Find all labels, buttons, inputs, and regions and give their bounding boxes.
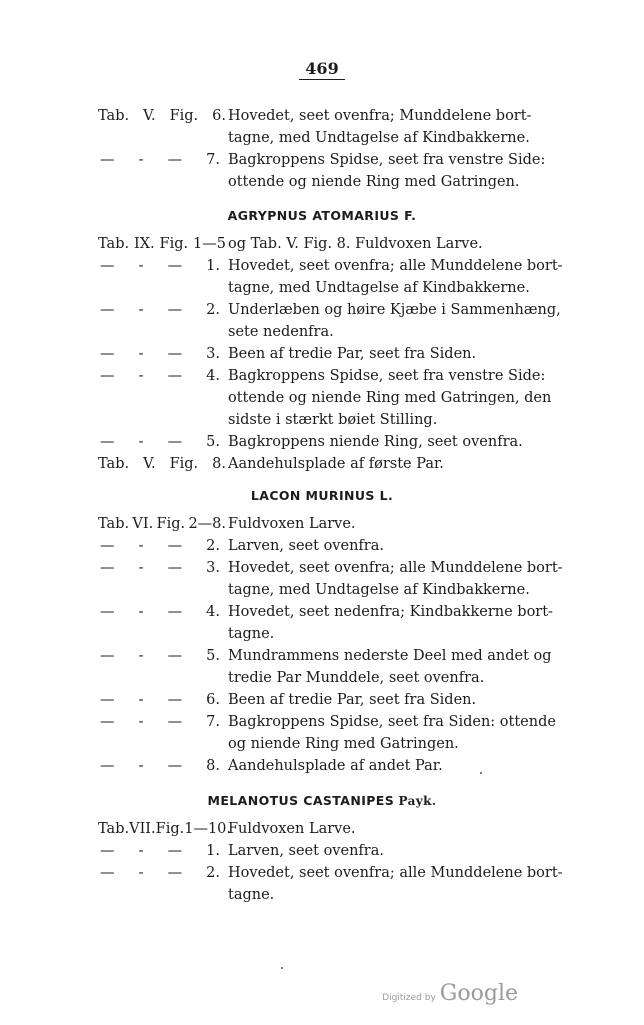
- entry-text: og Tab. V. Fig. 8. Fuldvoxen Larve.: [228, 236, 483, 252]
- figure-reference: [100, 431, 220, 453]
- reference-token: VII.: [129, 821, 156, 837]
- reference-token: —: [100, 302, 115, 318]
- figure-reference: [98, 818, 232, 840]
- entry-text: Bagkroppens Spidse, seet fra Siden: ottende: [228, 714, 556, 730]
- entry-text: Been af tredie Par, seet fra Siden.: [228, 692, 477, 708]
- watermark-prefix: Digitized by: [382, 993, 436, 1003]
- reference-token: —: [100, 346, 115, 362]
- figure-entry: [98, 233, 550, 255]
- reference-token: -: [138, 152, 144, 168]
- entry-text: Hovedet, seet ovenfra; alle Munddelene bort-: [228, 560, 563, 576]
- reference-token: —: [167, 368, 183, 384]
- figure-entry: [98, 755, 550, 777]
- reference-token: -: [138, 604, 144, 620]
- reference-token: —: [100, 604, 115, 620]
- entry-text: ottende og niende Ring med Gatringen.: [228, 174, 520, 190]
- entry-continuation: [98, 733, 550, 755]
- reference-token: 7.: [206, 152, 220, 168]
- figure-reference: [100, 299, 220, 321]
- section-heading-text: LACON MURINUS L.: [250, 488, 394, 503]
- entry-continuation: [98, 667, 550, 689]
- reference-token: —: [167, 843, 183, 859]
- entry-text: Hovedet, seet ovenfra; Munddelene bort-: [228, 108, 532, 124]
- reference-token: 3.: [206, 346, 220, 362]
- entry-text: Aandehulsplade af første Par.: [228, 456, 444, 472]
- figure-entry: [98, 689, 550, 711]
- entry-text: Bagkroppens Spidse, seet fra venstre Side:: [228, 152, 546, 168]
- reference-token: 7.: [206, 714, 220, 730]
- entry-continuation: [98, 277, 550, 299]
- reference-token: —: [100, 714, 115, 730]
- entry-continuation: [98, 127, 550, 149]
- entry-text: Underlæben og høire Kjæbe i Sammenhæng,: [228, 302, 561, 318]
- entry-continuation: [98, 623, 550, 645]
- reference-token: -: [138, 346, 144, 362]
- figure-reference: [100, 601, 220, 623]
- entry-continuation: [98, 409, 550, 431]
- reference-token: 1—5: [193, 236, 226, 252]
- reference-token: -: [138, 648, 144, 664]
- figure-reference: [98, 513, 226, 535]
- reference-token: 1—10.: [184, 821, 232, 837]
- reference-token: —: [167, 538, 183, 554]
- entry-text: Been af tredie Par, seet fra Siden.: [228, 346, 477, 362]
- entry-text: Fuldvoxen Larve.: [228, 821, 356, 837]
- reference-token: -: [138, 560, 144, 576]
- digitized-watermark: [382, 981, 518, 1006]
- section-heading-text: AGRYPNUS ATOMARIUS F.: [227, 208, 417, 223]
- figure-reference: [98, 233, 226, 255]
- entry-text: Hovedet, seet ovenfra; alle Munddelene bort-: [228, 258, 563, 274]
- reference-token: Tab.: [98, 108, 130, 124]
- reference-token: —: [167, 758, 183, 774]
- reference-token: 3.: [206, 560, 220, 576]
- reference-token: V.: [143, 108, 156, 124]
- entry-continuation: [98, 579, 550, 601]
- figure-entry: [98, 711, 556, 733]
- section-heading-text: MELANOTUS CASTANIPES: [207, 793, 395, 808]
- entry-text: tagne, med Undtagelse af Kindbakkerne.: [228, 130, 530, 146]
- section-heading-agrypnus: [0, 206, 644, 226]
- reference-token: 4.: [206, 368, 220, 384]
- figure-reference: [100, 862, 220, 884]
- reference-token: Fig.: [169, 108, 199, 124]
- section-heading-author: Payk.: [398, 794, 437, 808]
- figure-entry: [98, 535, 550, 557]
- reference-token: -: [138, 692, 144, 708]
- entry-text: Larven, seet ovenfra.: [228, 538, 384, 554]
- reference-token: -: [138, 538, 144, 554]
- reference-token: —: [167, 434, 183, 450]
- entry-text: ottende og niende Ring med Gatringen, den: [228, 390, 552, 406]
- figure-entry: [98, 255, 563, 277]
- figure-reference: [98, 105, 226, 127]
- reference-token: 2—8.: [188, 516, 226, 532]
- figure-reference: [100, 755, 220, 777]
- reference-token: -: [138, 758, 144, 774]
- reference-token: —: [100, 865, 115, 881]
- reference-token: —: [100, 152, 115, 168]
- figure-entry: [98, 343, 550, 365]
- reference-token: 6.: [212, 108, 226, 124]
- reference-token: Tab.: [98, 236, 130, 252]
- entry-text: og niende Ring med Gatringen.: [228, 736, 459, 752]
- figure-entry: [98, 862, 563, 884]
- reference-token: -: [138, 865, 144, 881]
- reference-token: 2.: [206, 538, 220, 554]
- figure-reference: [100, 711, 220, 733]
- figure-entry: [98, 513, 550, 535]
- reference-token: 8.: [206, 758, 220, 774]
- reference-token: 2.: [206, 865, 220, 881]
- figure-entry: [98, 149, 550, 171]
- reference-token: —: [100, 648, 115, 664]
- entry-text: Bagkroppens Spidse, seet fra venstre Side:: [228, 368, 546, 384]
- reference-token: Tab.: [98, 456, 130, 472]
- reference-token: —: [167, 604, 183, 620]
- reference-token: —: [167, 692, 183, 708]
- entry-text: sidste i stærkt bøiet Stilling.: [228, 412, 438, 428]
- reference-token: —: [100, 434, 115, 450]
- reference-token: 1.: [206, 258, 220, 274]
- reference-token: —: [167, 302, 183, 318]
- figure-entry: [98, 601, 553, 623]
- figure-entry: [98, 453, 550, 475]
- reference-token: —: [167, 865, 183, 881]
- figure-reference: [100, 149, 220, 171]
- reference-token: V.: [143, 456, 156, 472]
- entry-text: Hovedet, seet nedenfra; Kindbakkerne bort-: [228, 604, 553, 620]
- entry-text: Aandehulsplade af andet Par.: [228, 758, 443, 774]
- reference-token: -: [138, 434, 144, 450]
- entry-text: tredie Par Munddele, seet ovenfra.: [228, 670, 485, 686]
- reference-token: 5.: [206, 648, 220, 664]
- figure-entry: [98, 299, 561, 321]
- reference-token: —: [100, 258, 115, 274]
- figure-reference: [100, 689, 220, 711]
- reference-token: 1.: [206, 843, 220, 859]
- figure-reference: [100, 645, 220, 667]
- reference-token: Fig.: [159, 236, 189, 252]
- entry-text: tagne.: [228, 887, 275, 903]
- entry-text: Mundrammens nederste Deel med andet og: [228, 648, 552, 664]
- ink-speck: [281, 967, 283, 969]
- entry-continuation: [98, 171, 550, 193]
- figure-entry: [98, 105, 550, 127]
- reference-token: Fig.: [169, 456, 199, 472]
- ink-speck: [480, 772, 482, 774]
- reference-token: -: [138, 368, 144, 384]
- reference-token: Fig.: [155, 821, 185, 837]
- figure-entry: [98, 840, 550, 862]
- reference-token: —: [167, 648, 183, 664]
- reference-token: —: [100, 758, 115, 774]
- reference-token: VI.: [132, 516, 154, 532]
- reference-token: —: [100, 538, 115, 554]
- reference-token: —: [100, 368, 115, 384]
- figure-reference: [98, 453, 226, 475]
- figure-reference: [100, 365, 220, 387]
- reference-token: -: [138, 843, 144, 859]
- section-heading-melanotus: [0, 791, 644, 811]
- entry-text: tagne.: [228, 626, 275, 642]
- reference-token: -: [138, 714, 144, 730]
- reference-token: —: [167, 258, 183, 274]
- figure-reference: [100, 255, 220, 277]
- figure-reference: [100, 840, 220, 862]
- reference-token: 4.: [206, 604, 220, 620]
- figure-entry: [98, 431, 550, 453]
- entry-continuation: [98, 884, 550, 906]
- reference-token: —: [167, 714, 183, 730]
- entry-text: tagne, med Undtagelse af Kindbakkerne.: [228, 582, 530, 598]
- entry-text: Hovedet, seet ovenfra; alle Munddelene bort-: [228, 865, 563, 881]
- entry-continuation: [98, 387, 550, 409]
- reference-token: Tab.: [98, 516, 130, 532]
- reference-token: —: [167, 346, 183, 362]
- watermark-brand: Google: [439, 981, 518, 1006]
- entry-text: sete nedenfra.: [228, 324, 334, 340]
- figure-entry: [98, 365, 550, 387]
- reference-token: —: [100, 692, 115, 708]
- reference-token: Fig.: [156, 516, 186, 532]
- reference-token: Tab.: [98, 821, 130, 837]
- reference-token: -: [138, 302, 144, 318]
- reference-token: IX.: [133, 236, 155, 252]
- reference-token: —: [100, 560, 115, 576]
- page-number: 469: [0, 59, 644, 80]
- reference-token: 6.: [206, 692, 220, 708]
- figure-reference: [100, 557, 220, 579]
- entry-continuation: [98, 321, 550, 343]
- figure-entry: [98, 557, 563, 579]
- entry-text: tagne, med Undtagelse af Kindbakkerne.: [228, 280, 530, 296]
- reference-token: 8.: [212, 456, 226, 472]
- section-heading-lacon: [0, 486, 644, 506]
- figure-entry: [98, 645, 550, 667]
- reference-token: —: [100, 843, 115, 859]
- reference-token: 5.: [206, 434, 220, 450]
- entry-text: Fuldvoxen Larve.: [228, 516, 356, 532]
- figure-reference: [100, 535, 220, 557]
- entry-text: Larven, seet ovenfra.: [228, 843, 384, 859]
- reference-token: 2.: [206, 302, 220, 318]
- figure-entry: [98, 818, 550, 840]
- reference-token: —: [167, 152, 183, 168]
- entry-text: Bagkroppens niende Ring, seet ovenfra.: [228, 434, 523, 450]
- reference-token: -: [138, 258, 144, 274]
- figure-reference: [100, 343, 220, 365]
- reference-token: —: [167, 560, 183, 576]
